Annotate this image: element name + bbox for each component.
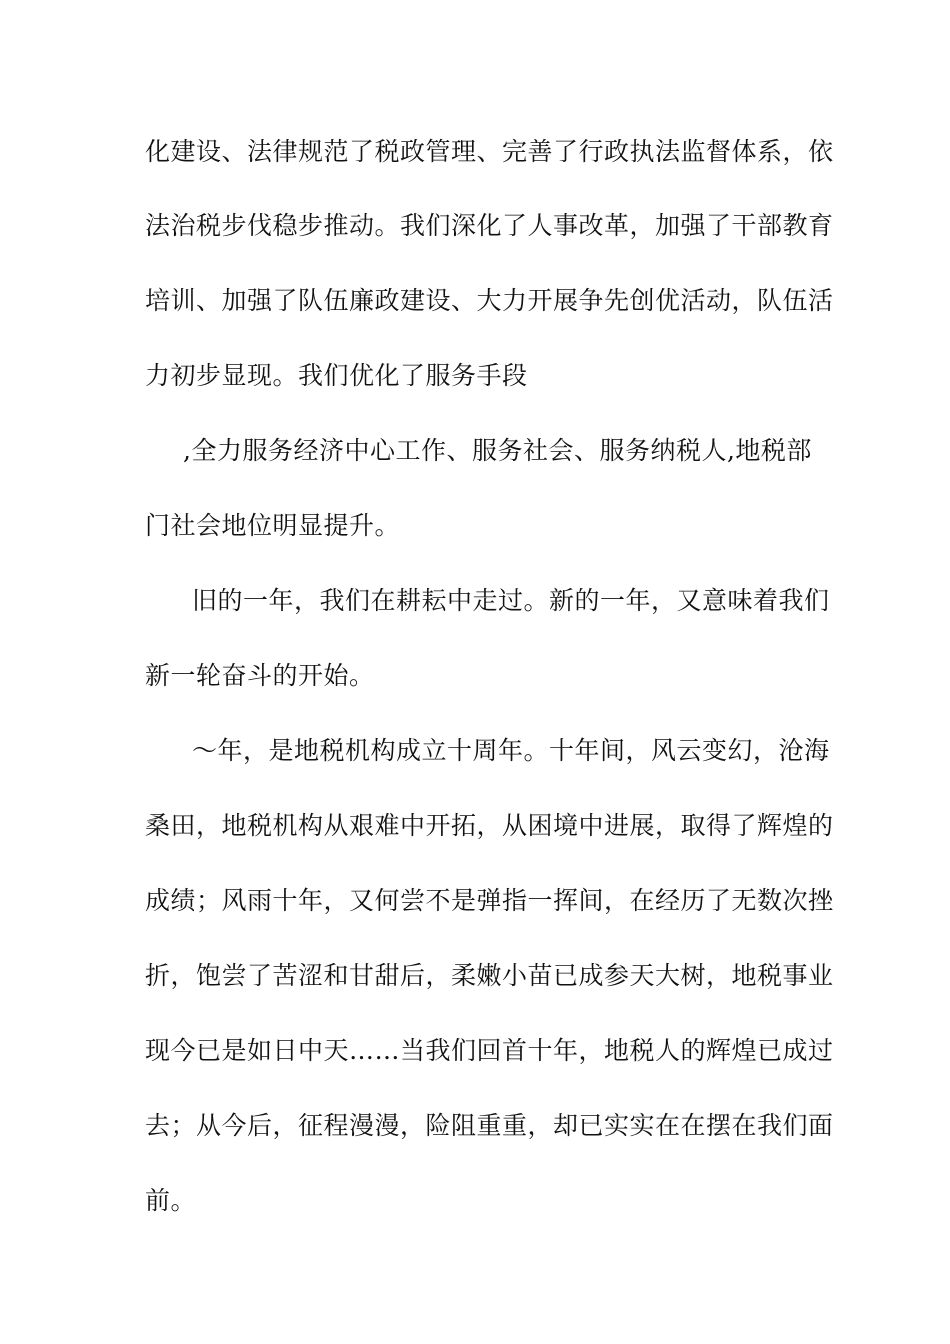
text-line: 培训、加强了队伍廉政建设、大力开展争先创优活动，队伍活 bbox=[145, 286, 834, 315]
paragraph-first-line: 旧的一年，我们在耕耘中走过。新的一年，又意味着我们 bbox=[192, 586, 830, 615]
text-line: 折，饱尝了苦涩和甘甜后，柔嫩小苗已成参天大树，地税事业 bbox=[145, 961, 834, 990]
text-line: 桑田，地税机构从艰难中开拓，从困境中进展，取得了辉煌的 bbox=[145, 811, 834, 840]
text-line: ,全力服务经济中心工作、服务社会、服务纳税人,地税部 bbox=[183, 436, 812, 465]
text-line: 前。 bbox=[145, 1186, 197, 1215]
text-line: 化建设、法律规范了税政管理、完善了行政执法监督体系，依 bbox=[145, 137, 834, 166]
text-line: 力初步显现。我们优化了服务手段 bbox=[145, 361, 528, 390]
text-line: 法治税步伐稳步推动。我们深化了人事改革，加强了干部教育 bbox=[145, 211, 834, 240]
text-line: 现今已是如日中天……当我们回首十年，地税人的辉煌已成过 bbox=[145, 1036, 834, 1065]
paragraph-first-line: ～年，是地税机构成立十周年。十年间，风云变幻，沧海 bbox=[192, 736, 830, 765]
text-line: 成绩；风雨十年，又何尝不是弹指一挥间，在经历了无数次挫 bbox=[145, 886, 834, 915]
text-line: 新一轮奋斗的开始。 bbox=[145, 661, 375, 690]
text-line: 门社会地位明显提升。 bbox=[145, 511, 401, 540]
text-line: 去；从今后，征程漫漫，险阻重重，却已实实在在摆在我们面 bbox=[145, 1111, 834, 1140]
